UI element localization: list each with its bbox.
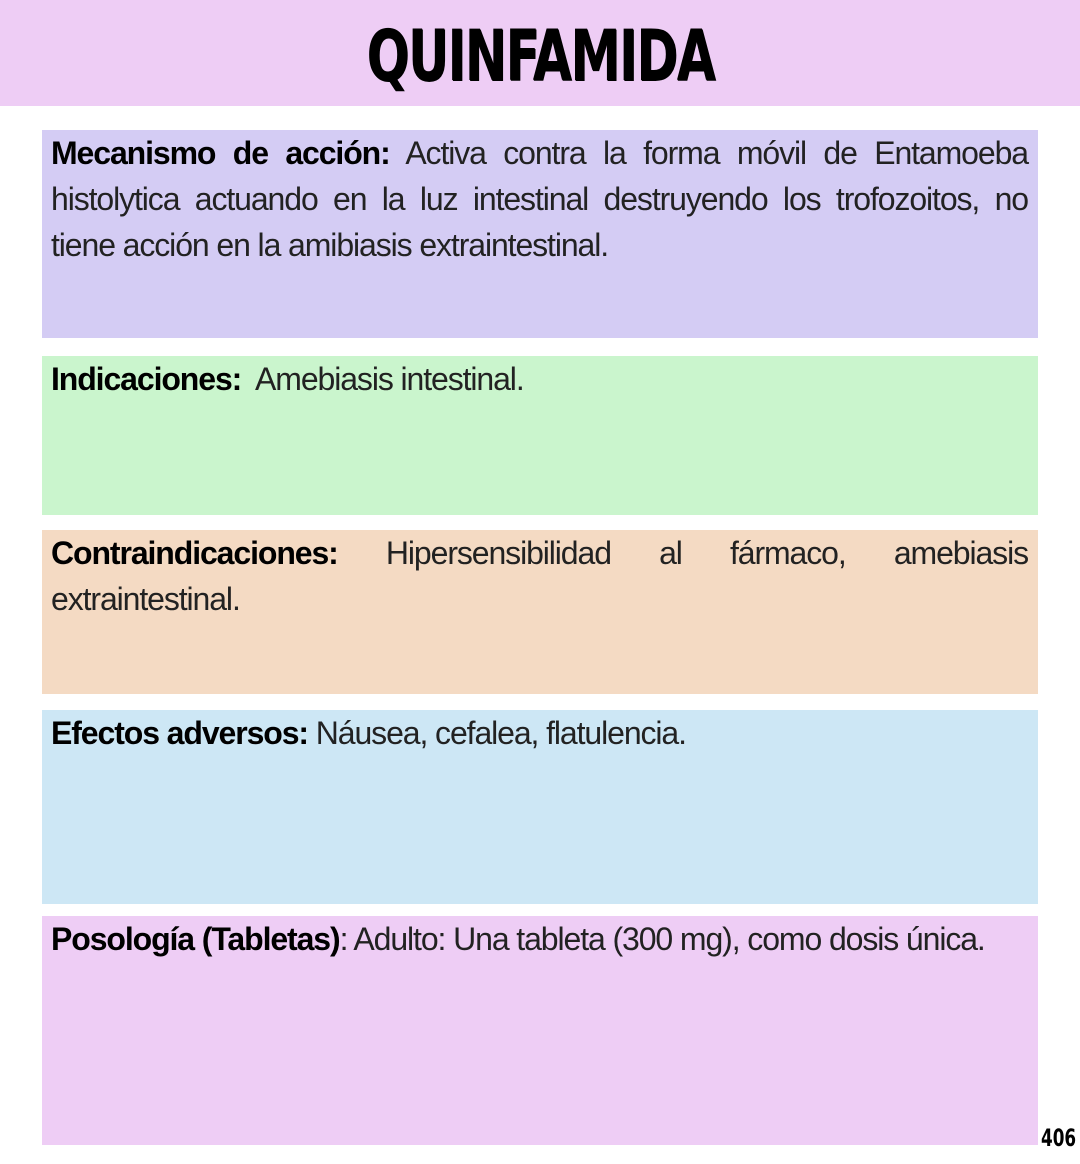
section-text: Amebiasis intestinal. bbox=[241, 361, 524, 397]
page-number: 406 bbox=[1040, 1124, 1076, 1152]
section-paragraph bbox=[51, 916, 1028, 962]
section-label: Indicaciones: bbox=[51, 361, 242, 397]
section-indications bbox=[42, 356, 1038, 515]
section-adverse-effects bbox=[42, 710, 1038, 904]
section-text: : Adulto: Una tableta (300 mg), como dosis única. bbox=[339, 921, 985, 957]
section-label: Mecanismo de acción: bbox=[51, 135, 390, 171]
section-text: Hipersensibilidad al fármaco, amebiasis extraintestinal. bbox=[51, 535, 1028, 617]
page-header bbox=[0, 0, 1080, 106]
section-label: Posología (Tabletas) bbox=[51, 921, 340, 957]
section-text: Activa contra la forma móvil de Entamoeba histolytica actuando en la luz intestinal destruyendo los trofozoitos, no tiene acción en la amibiasis extraintestinal. bbox=[51, 135, 1028, 263]
section-paragraph bbox=[51, 356, 1028, 402]
drug-title: QUINFAMIDA bbox=[366, 15, 714, 97]
section-paragraph bbox=[51, 530, 1028, 622]
section-text: Náusea, cefalea, flatulencia. bbox=[307, 715, 686, 751]
section-contraindications bbox=[42, 530, 1038, 694]
section-dosage bbox=[42, 916, 1038, 1145]
section-mechanism-of-action bbox=[42, 130, 1038, 338]
section-paragraph bbox=[51, 130, 1028, 268]
section-label: Efectos adversos: bbox=[51, 715, 308, 751]
section-paragraph bbox=[51, 710, 1028, 756]
section-label: Contraindicaciones: bbox=[51, 535, 338, 571]
